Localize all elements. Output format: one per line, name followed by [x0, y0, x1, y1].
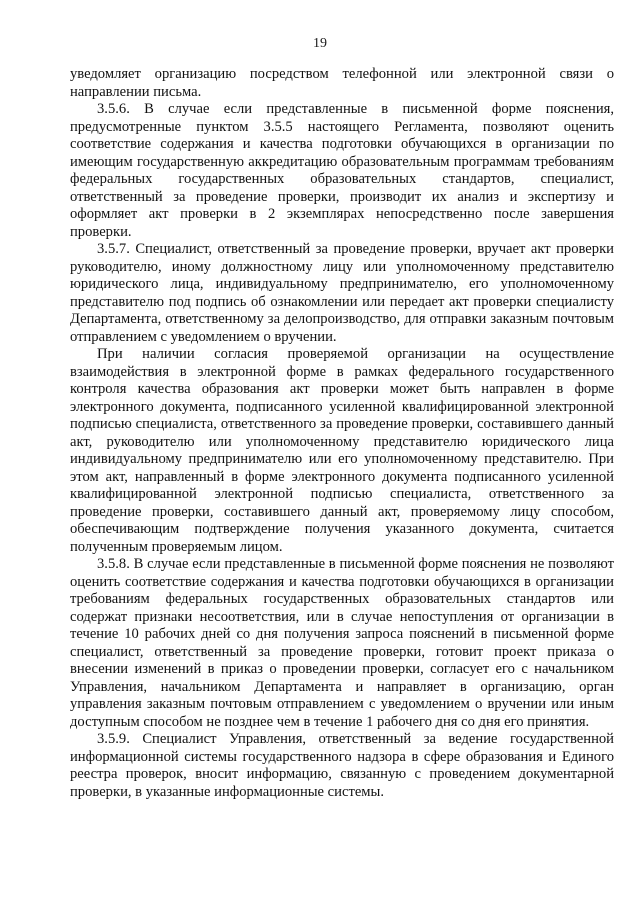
page-number: 19	[313, 36, 327, 51]
paragraph-electronic-act: При наличии согласия проверяемой организации на осуществление взаимодействия в электронной форме в рамках федерального государственного контроля качества образования акт проверки может быть направлен в форме электронного документа, подписанного усиленной квалифицированной электронной подписью специалиста, ответственного за проведение проверки, составившего данный акт, руководителю или уполномоченному представителю юридического лица индивидуальному предпринимателю или его уполномоченному представителю. При этом акт, направленный в форме электронного документа подписанного усиленной квалифицированной электронной подписью специалиста, ответственного за проведение проверки, составившего данный акт, проверяемому лицу способом, обеспечивающим подтверждение получения указанного документа, считается полученным проверяемым лицом.	[70, 346, 614, 555]
document-body	[70, 66, 614, 801]
paragraph-3-5-7: 3.5.7. Специалист, ответственный за проведение проверки, вручает акт проверки руководителю, иному должностному лицу или уполномоченному представителю юридического лица, индивидуальному предпринимателю, его уполномоченному представителю под подпись об ознакомлении или передает акт проверки специалисту Департамента, ответственному за делопроизводство, для отправки заказным почтовым отправлением с уведомлением о вручении.	[70, 241, 614, 345]
paragraph-3-5-8: 3.5.8. В случае если представленные в письменной форме пояснения не позволяют оценить соответствие содержания и качества подготовки обучающихся в организации требованиям федеральных государственных образовательных стандартов или содержат признаки несоответствия, или в случае непоступления от организации в течение 10 рабочих дней со дня получения запроса пояснений в письменной форме специалист, ответственный за проведение проверки, готовит проект приказа о внесении изменений в приказ о проведении проверки, согласует его с начальником Управления, начальником Департамента и направляет в организацию, орган управления заказным почтовым отправлением с уведомлением о вручении или иным доступным способом не позднее чем в течение 1 рабочего дня со дня его принятия.	[70, 556, 614, 730]
paragraph-3-5-6: 3.5.6. В случае если представленные в письменной форме пояснения, предусмотренные пунктом 3.5.5 настоящего Регламента, позволяют оценить соответствие содержания и качества подготовки обучающихся в организации по имеющим государственную аккредитацию образовательным программам требованиям федеральных государственных образовательных стандартов, специалист, ответственный за проведение проверки, производит их анализ и экспертизу и оформляет акт проверки в 2 экземплярах непосредственно после завершения проверки.	[70, 101, 614, 240]
paragraph-continuation: уведомляет организацию посредством телефонной или электронной связи о направлении письма.	[70, 66, 614, 100]
paragraph-3-5-9: 3.5.9. Специалист Управления, ответственный за ведение государственной информационной системы государственного надзора в сфере образования и Единого реестра проверок, вносит информацию, связанную с проведением документарной проверки, в указанные информационные системы.	[70, 731, 614, 800]
